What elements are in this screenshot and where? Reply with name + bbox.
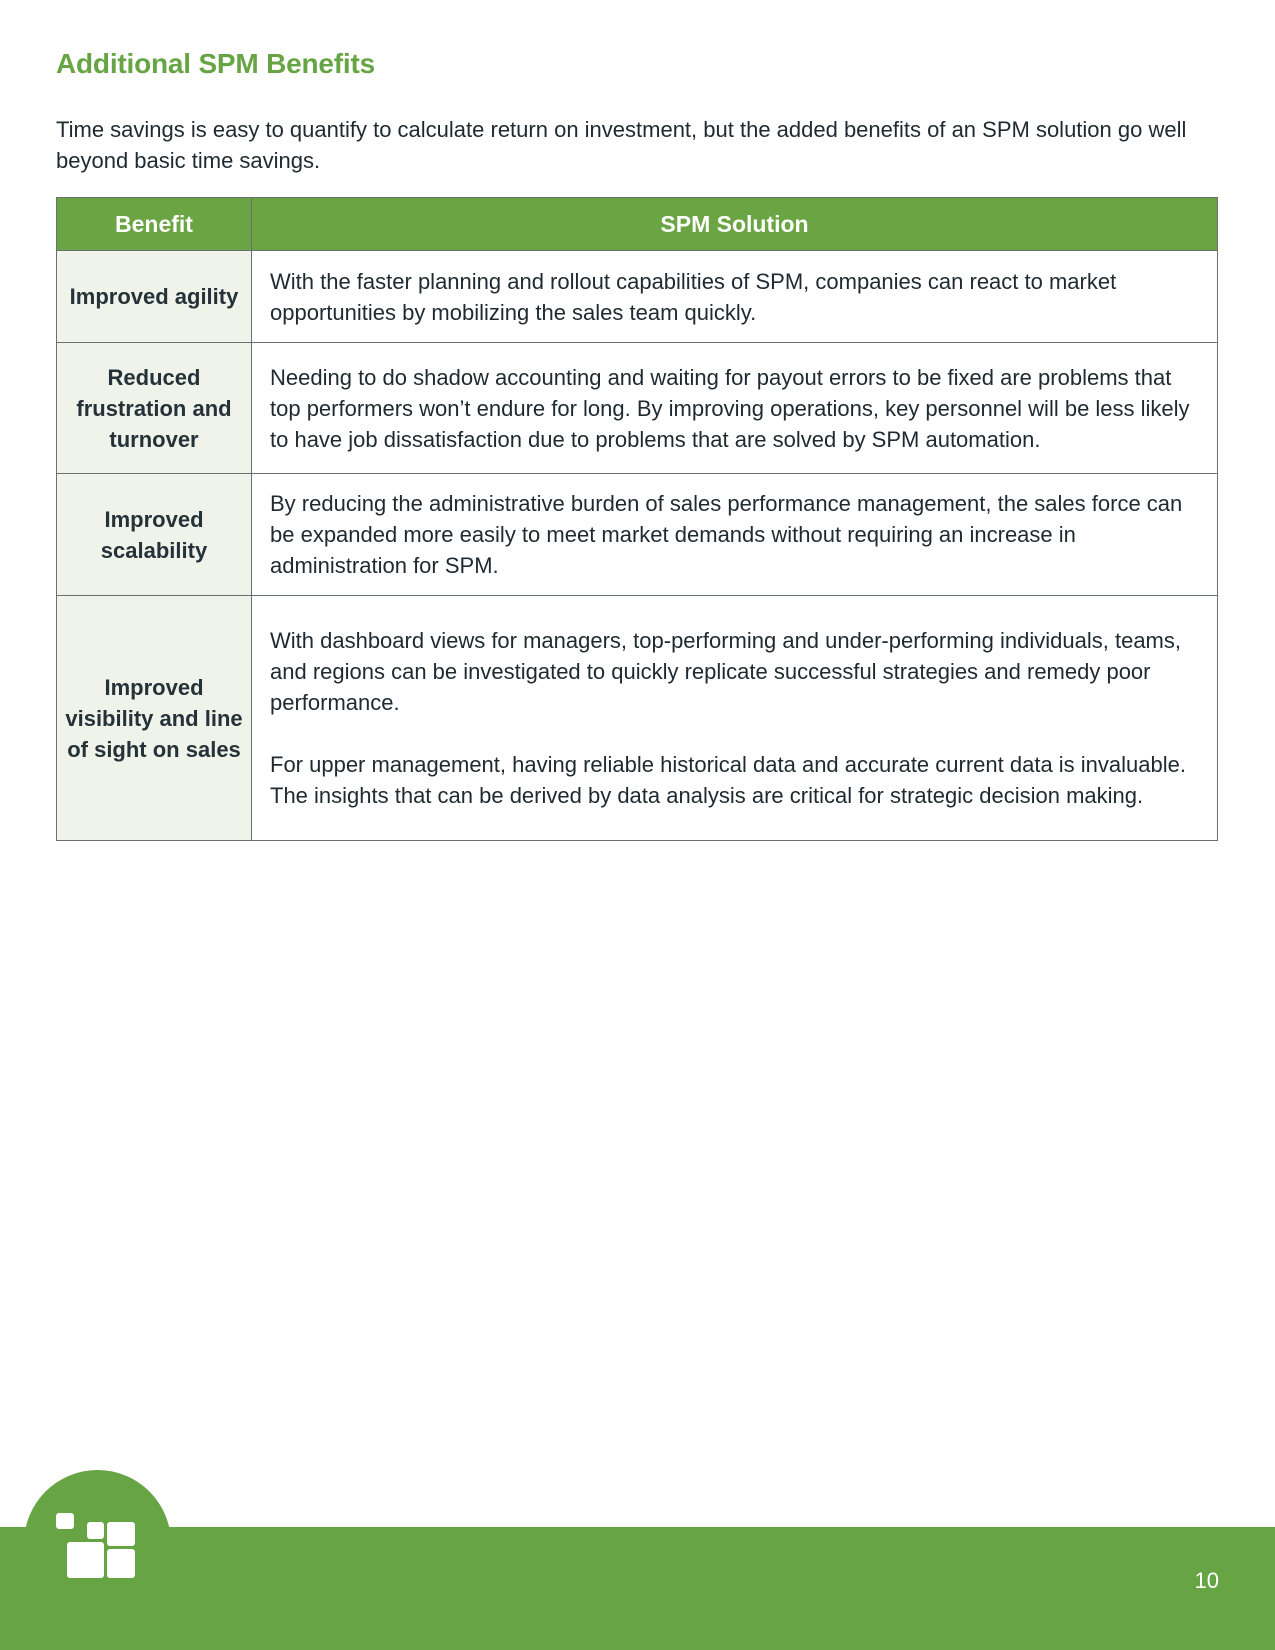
benefits-table [56,197,1218,841]
header-benefit: Benefit [57,198,252,251]
benefit-label: Improved scalability [100,506,208,563]
table-row [57,251,1218,343]
solution-cell [252,343,1218,474]
grid-squares-logo-icon [24,1470,171,1617]
intro-paragraph: Time savings is easy to quantify to calculate return on investment, but the added benefits of an SPM solution go well beyond basic time savings. [56,117,1187,173]
solution-text: With dashboard views for managers, top-performing and under-performing individuals, teams, and regions can be investigated to quickly replicate successful strategies and remedy poor performance. [270,628,1181,715]
table-row [57,596,1218,841]
logo-square [107,1549,135,1578]
page-number: 10 [1194,1568,1219,1593]
solution-text: With the faster planning and rollout capabilities of SPM, companies can react to market opportunities by mobilizing the sales team quickly. [270,268,1117,325]
logo-square [67,1542,104,1578]
solution-cell [252,251,1218,343]
table-row [57,343,1218,474]
benefit-cell [57,343,252,474]
solution-cell [252,596,1218,841]
benefit-cell: Improved agility [57,251,252,343]
header-spm-solution: SPM Solution [252,198,1218,251]
page-heading: Additional SPM Benefits [56,48,375,79]
benefit-label: Reduced frustration and turnover [76,364,232,452]
table-header-row [57,198,1218,251]
table-row [57,474,1218,596]
solution-text: By reducing the administrative burden of sales performance management, the sales force can be expanded more easily to meet market demands without requiring an increase in administration for SPM. [270,491,1183,578]
benefit-cell [57,474,252,596]
benefit-label: Improved visibility and line of sight on sales [65,674,243,762]
logo-square [87,1522,104,1539]
logo-square [56,1513,74,1529]
logo-square [107,1522,135,1546]
solution-cell [252,474,1218,596]
footer-band [0,1527,1275,1650]
solution-text: For upper management, having reliable historical data and accurate current data is invaluable. The insights that can be derived by data analysis are critical for strategic decision making. [270,752,1186,808]
solution-text: Needing to do shadow accounting and waiting for payout errors to be fixed are problems that top performers won’t endure for long. By improving operations, key personnel will be less likely to have job dissatisfaction due to problems that are solved by SPM automation. [270,364,1190,452]
benefit-cell [57,596,252,841]
